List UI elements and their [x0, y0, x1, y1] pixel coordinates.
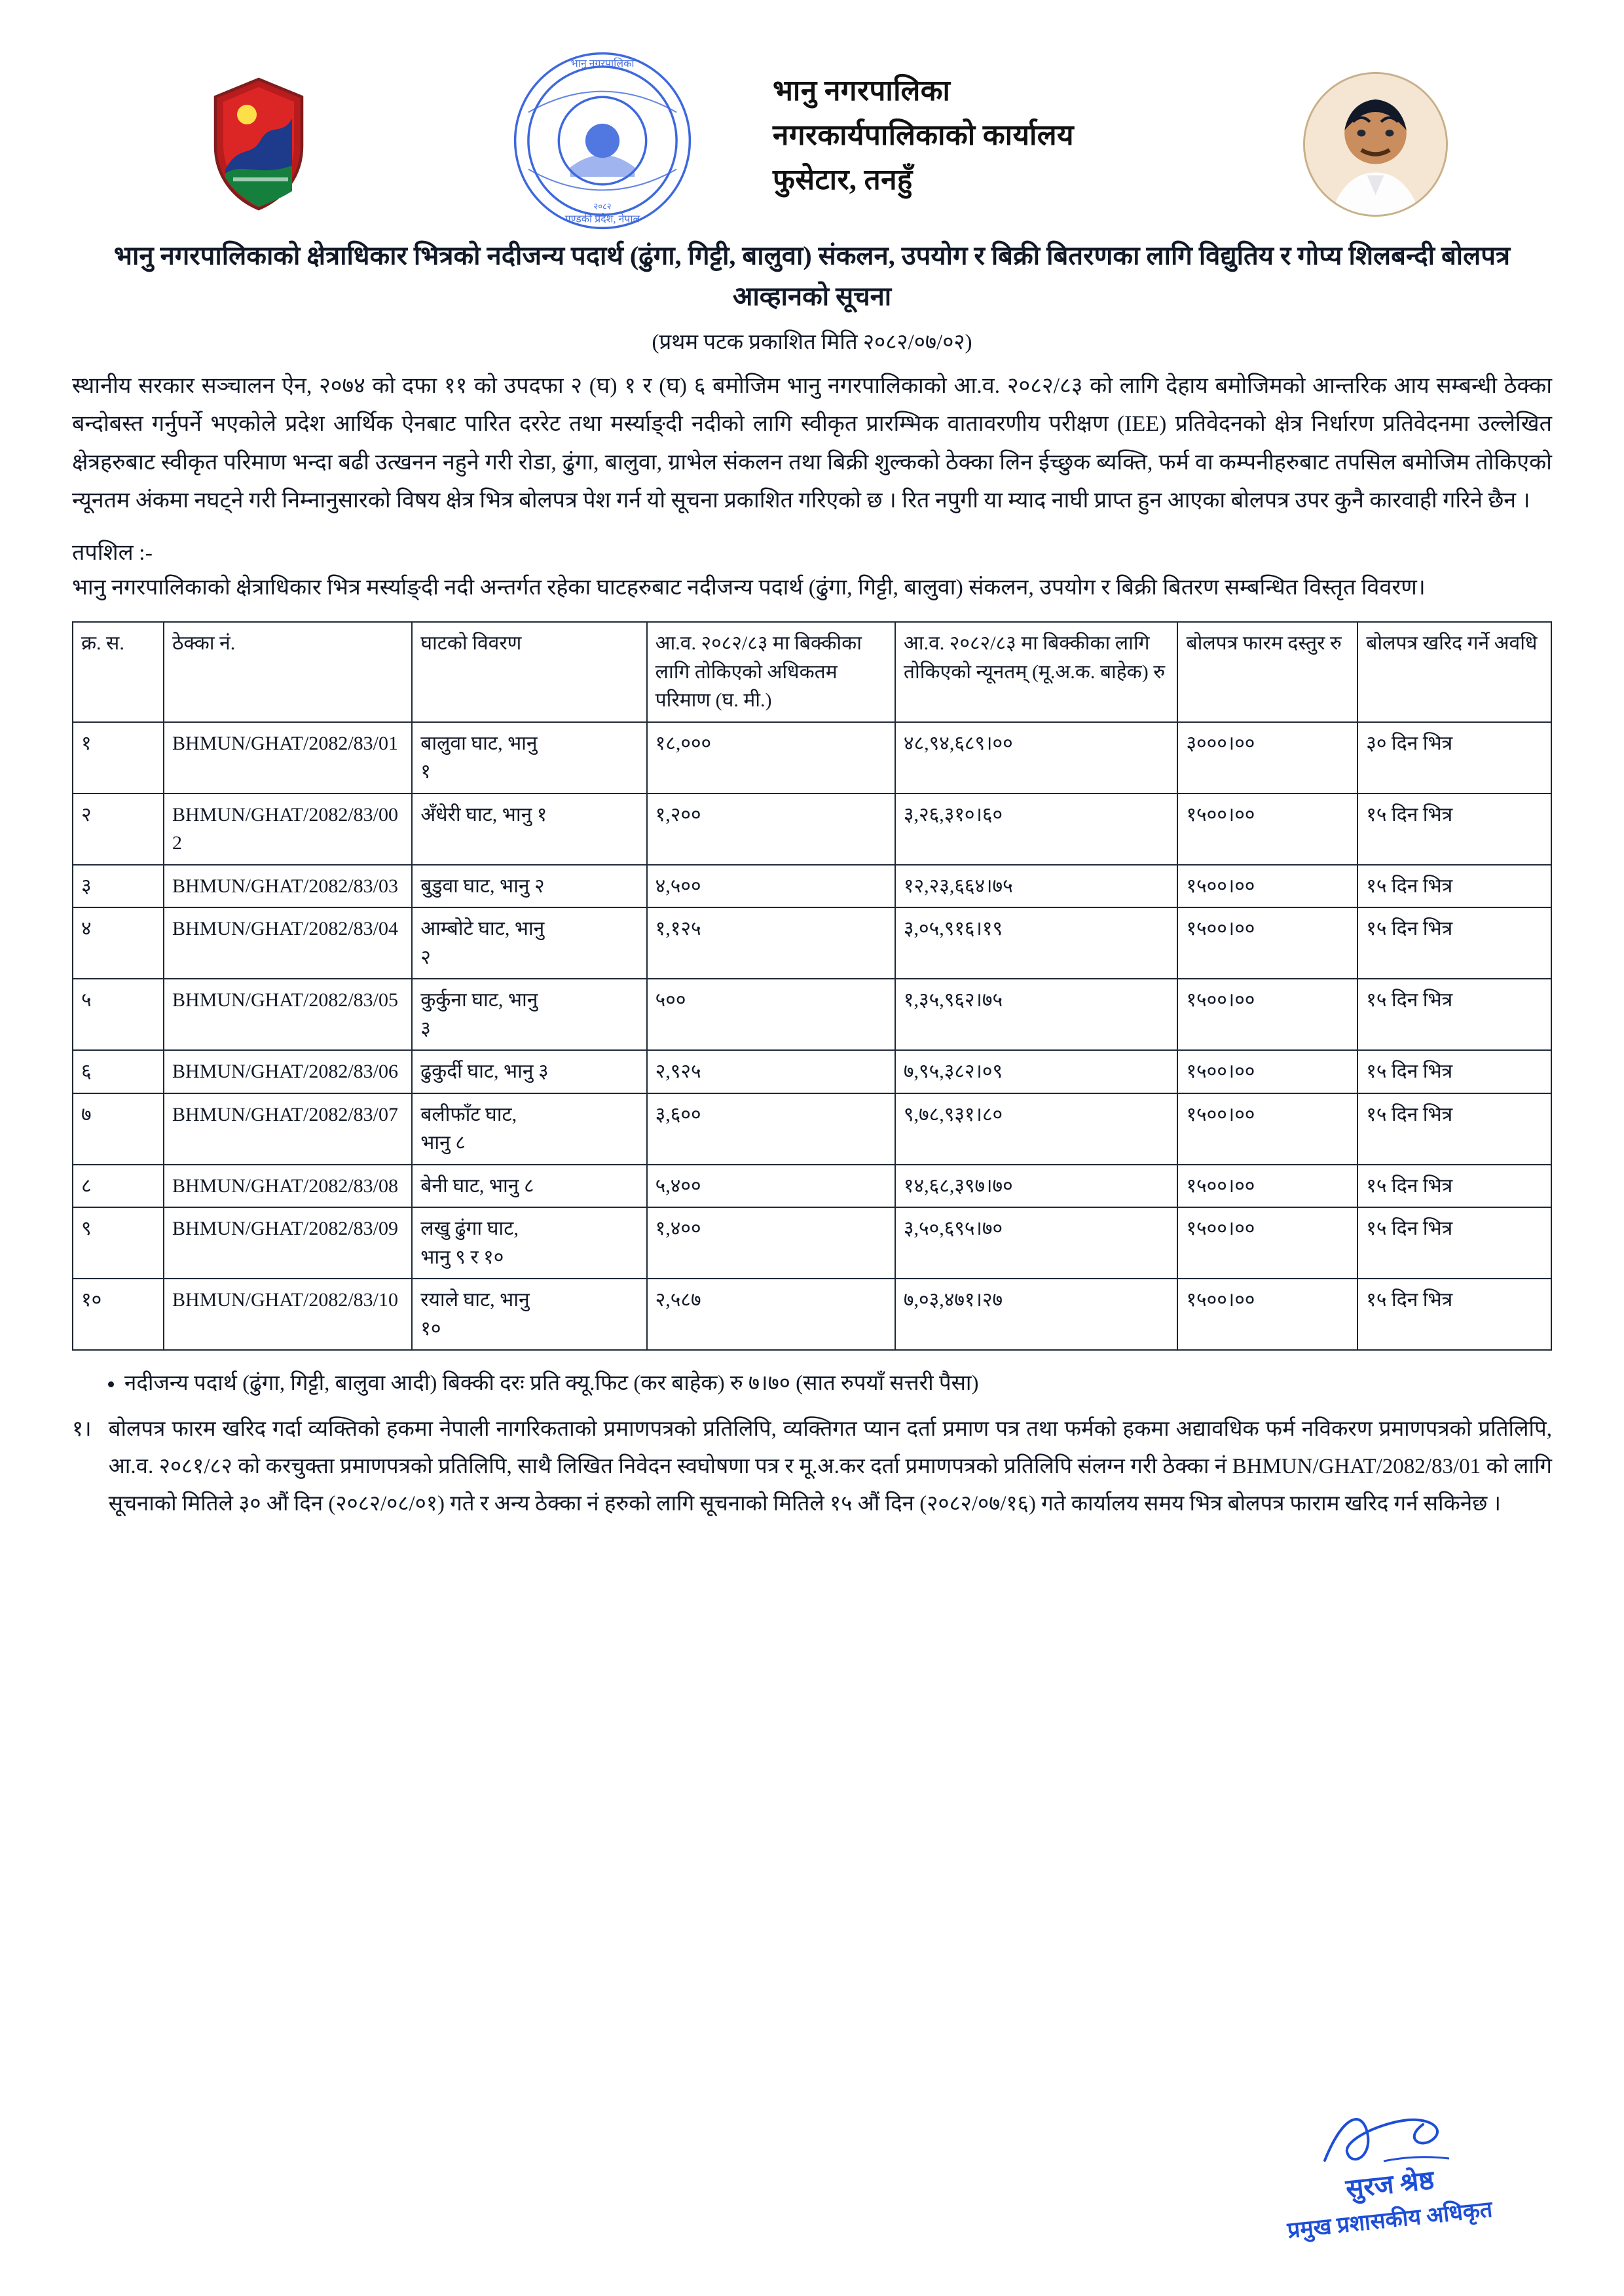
cell-period: ३० दिन भित्र: [1357, 722, 1551, 793]
cell-period: १५ दिन भित्र: [1357, 793, 1551, 865]
note-rate: • नदीजन्य पदार्थ (ढुंगा, गिट्टी, बालुवा आदी) बिक्की दरः प्रति क्यू.फिट (कर बाहेक) रु ७।७० (सात रुपयाँ सत्तरी पैसा): [124, 1365, 1552, 1402]
th-tender: ठेक्का नं.: [164, 622, 412, 722]
cell-amount: ३,०५,९१६।१९: [895, 907, 1178, 979]
office-line-2: नगरकार्यपालिकाको कार्यालय: [773, 119, 1074, 152]
cell-period: १५ दिन भित्र: [1357, 865, 1551, 908]
cell-amount: ४८,९४,६८९।००: [895, 722, 1178, 793]
cell-ghat: [412, 979, 646, 1050]
ghat-line-1: आम्बोटे घाट, भानु: [420, 918, 545, 940]
cell-quantity: ५,४००: [647, 1165, 895, 1208]
cell-quantity: १,१२५: [647, 907, 895, 979]
cell-tender: BHMUN/GHAT/2082/83/05: [164, 979, 412, 1050]
cell-fee: १५००।००: [1177, 979, 1357, 1050]
cell-quantity: ३,६००: [647, 1093, 895, 1165]
cell-fee: ३०००।००: [1177, 722, 1357, 793]
table-row: [73, 722, 1551, 793]
cell-ghat: [412, 1279, 646, 1350]
th-form-fee: बोलपत्र फारम दस्तुर रु: [1177, 622, 1357, 722]
page-title: भानु नगरपालिकाको क्षेत्राधिकार भित्रको नदीजन्य पदार्थ (ढुंगा, गिट्टी, बालुवा) संकलन, उपयोग र बिक्री बितरणका लागि विद्युतिय र गोप्य शिलबन्दी बोलपत्र आव्हानको सूचना: [113, 241, 1511, 311]
cell-tender: BHMUN/GHAT/2082/83/08: [164, 1165, 412, 1208]
th-ghat: घाटको विवरण: [412, 622, 646, 722]
th-amount: आ.व. २०८२/८३ मा बिक्कीका लागि तोकिएको न्यूनतम् (मू.अ.क. बाहेक) रु: [895, 622, 1178, 722]
cell-tender: BHMUN/GHAT/2082/83/06: [164, 1050, 412, 1093]
ghat-tender-table: [72, 621, 1552, 1351]
cell-quantity: २,९२५: [647, 1050, 895, 1093]
ghat-line-2: १: [420, 761, 431, 783]
cell-serial: ३: [73, 865, 164, 908]
cell-period: १५ दिन भित्र: [1357, 979, 1551, 1050]
ghat-line-1: ढुकुर्दी घाट, भानु ३: [420, 1061, 549, 1083]
signatory-post: प्रमुख प्रशासकीय अधिकृत: [1286, 2197, 1494, 2244]
ghat-line-2: २: [420, 946, 431, 968]
table-row: [73, 907, 1551, 979]
cell-period: १५ दिन भित्र: [1357, 1279, 1551, 1350]
ghat-line-1: रयाले घाट, भानु: [420, 1289, 530, 1311]
table-row: [73, 1165, 1551, 1208]
cell-amount: १,३५,९६२।७५: [895, 979, 1178, 1050]
cell-ghat: [412, 793, 646, 865]
cell-period: १५ दिन भित्र: [1357, 1165, 1551, 1208]
cell-ghat: [412, 722, 646, 793]
table-row: [73, 979, 1551, 1050]
publication-date: (प्रथम पटक प्रकाशित मिति २०८२/०७/०२): [652, 331, 972, 354]
cell-ghat: [412, 907, 646, 979]
table-body: [73, 722, 1551, 1351]
table-row: [73, 1279, 1551, 1350]
svg-text:गण्डकी प्रदेश, नेपाल: गण्डकी प्रदेश, नेपाल: [564, 213, 640, 225]
cell-tender: BHMUN/GHAT/2082/83/03: [164, 865, 412, 908]
cell-fee: १५००।००: [1177, 793, 1357, 865]
cell-ghat: [412, 1207, 646, 1279]
office-line-3: फुसेटार, तनहुँ: [773, 164, 913, 196]
cell-fee: १५००।००: [1177, 1050, 1357, 1093]
table-row: [73, 793, 1551, 865]
cell-ghat: [412, 865, 646, 908]
table-row: [73, 865, 1551, 908]
cell-period: १५ दिन भित्र: [1357, 1050, 1551, 1093]
ghat-line-2: भानु ८: [420, 1132, 466, 1154]
cell-serial: ६: [73, 1050, 164, 1093]
cell-fee: १५००।००: [1177, 1207, 1357, 1279]
office-line-1: भानु नगरपालिका: [773, 75, 951, 107]
table-row: [73, 1050, 1551, 1093]
cell-serial: १: [73, 722, 164, 793]
th-period: बोलपत्र खरिद गर्ने अवधि: [1357, 622, 1551, 722]
cell-tender: BHMUN/GHAT/2082/83/002: [164, 793, 412, 865]
intro-paragraph: स्थानीय सरकार सञ्चालन ऐन, २०७४ को दफा ११ को उपदफा २ (घ) १ र (घ) ६ बमोजिम भानु नगरपालिकाको आ.व. २०८२/८३ को लागि देहाय बमोजिमको आन्तरिक आय सम्बन्धी ठेक्का बन्दोबस्त गर्नुपर्ने भएकोले प्रदेश आर्थिक ऐनबाट पारित दररेट तथा मर्स्याङ्दी नदीको लागि स्वीकृत प्रारम्भिक वातावरणीय परीक्षण (IEE) प्रतिवेदनको क्षेत्र निर्धारण प्रतिवेदनमा उल्लेखित क्षेत्रहरुबाट स्वीकृत परिमाण भन्दा बढी उत्खनन नहुने गरी रोडा, ढुंगा, बालुवा, ग्राभेल संकलन तथा बिक्री शुल्कको ठेक्का लिन ईच्छुक ब्यक्ति, फर्म वा कम्पनीहरुबाट तपसिल बमोजिम तोकिएको न्यूनतम अंकमा नघट्ने गरी निम्नानुसारको विषय क्षेत्र भित्र बोलपत्र पेश गर्न यो सूचना प्रकाशित गरिएको छ । रित नपुगी या म्याद नाघी प्राप्त हुन आएका बोलपत्र उपर कुनै कारवाही गरिने छैन ।: [72, 374, 1552, 513]
cell-quantity: १८,०००: [647, 722, 895, 793]
th-quantity: आ.व. २०८२/८३ मा बिक्कीका लागि तोकिएको अधिकतम परिमाण (घ. मी.): [647, 622, 895, 722]
cell-ghat: [412, 1093, 646, 1165]
ghat-line-1: बुडुवा घाट, भानु २: [420, 875, 545, 897]
cell-serial: ७: [73, 1093, 164, 1165]
cell-period: १५ दिन भित्र: [1357, 907, 1551, 979]
cell-quantity: १,२००: [647, 793, 895, 865]
cell-fee: १५००।००: [1177, 1093, 1357, 1165]
cell-amount: १२,२३,६६४।७५: [895, 865, 1178, 908]
cell-quantity: ४,५००: [647, 865, 895, 908]
cell-fee: १५००।००: [1177, 1165, 1357, 1208]
table-row: [73, 1207, 1551, 1279]
ghat-line-2: १०: [420, 1317, 441, 1339]
signatory-name: सुरज श्रेष्ठ: [1344, 2165, 1436, 2204]
note-number: १।: [72, 1417, 92, 1442]
note-text: बोलपत्र फारम खरिद गर्दा व्यक्तिको हकमा नेपाली नागरिकताको प्रमाणपत्रको प्रतिलिपि, व्यक्तिगत प्यान दर्ता प्रमाण पत्र तथा फर्मको हकमा अद्यावधिक फर्म नविकरण प्रमाणपत्रको प्रतिलिपि, आ.व. २०८१/८२ को करचुक्ता प्रमाणपत्रको प्रतिलिपि, साथै लिखित निवेदन स्वघोषणा पत्र र मू.अ.कर दर्ता प्रमाणपत्रको प्रतिलिपि संलग्न गरी ठेक्का नं BHMUN/GHAT/2082/83/01 को लागि सूचनाको मितिले ३० औं दिन (२०८२/०८/०१) गते र अन्य ठेक्का नं हरुको लागि सूचनाको मितिले १५ औं दिन (२०८२/०७/१६) गते कार्यालय समय भित्र बोलपत्र फाराम खरिद गर्न सकिनेछ ।: [108, 1417, 1552, 1516]
cell-serial: ८: [73, 1165, 164, 1208]
cell-amount: ३,५०,६९५।७०: [895, 1207, 1178, 1279]
notes-bullet-list: [72, 1365, 1552, 1402]
table-row: [73, 1093, 1551, 1165]
cell-serial: ४: [73, 907, 164, 979]
detail-paragraph: भानु नगरपालिकाको क्षेत्राधिकार भित्र मर्स्याङ्दी नदी अन्तर्गत रहेका घाटहरुबाट नदीजन्य पदार्थ (ढुंगा, गिट्टी, बालुवा) संकलन, उपयोग र बिक्री बितरण सम्बन्धित विस्तृत विवरण।: [72, 575, 1426, 600]
ghat-line-2: ३: [420, 1017, 431, 1040]
cell-ghat: [412, 1050, 646, 1093]
ghat-line-2: भानु ९ र १०: [420, 1246, 504, 1268]
th-serial: क्र. स.: [73, 622, 164, 722]
svg-text:भानु नगरपालिका: भानु नगरपालिका: [570, 58, 635, 69]
cell-tender: BHMUN/GHAT/2082/83/04: [164, 907, 412, 979]
cell-quantity: १,४००: [647, 1207, 895, 1279]
ghat-line-1: बलीफाँट घाट,: [420, 1103, 517, 1125]
cell-fee: १५००।००: [1177, 865, 1357, 908]
cell-tender: BHMUN/GHAT/2082/83/01: [164, 722, 412, 793]
cell-period: १५ दिन भित्र: [1357, 1207, 1551, 1279]
document-header: [72, 39, 1552, 242]
cell-quantity: २,५८७: [647, 1279, 895, 1350]
bhanubhakta-portrait: [1303, 72, 1448, 217]
cell-tender: BHMUN/GHAT/2082/83/07: [164, 1093, 412, 1165]
cell-period: १५ दिन भित्र: [1357, 1093, 1551, 1165]
signature-block: [1286, 2098, 1494, 2244]
ghat-line-1: बेनी घाट, भानु ८: [420, 1175, 534, 1197]
tapsil-label: तपशिल :-: [72, 540, 153, 565]
office-name-block: [773, 69, 1074, 203]
cell-amount: ९,७८,९३१।८०: [895, 1093, 1178, 1165]
cell-ghat: [412, 1165, 646, 1208]
numbered-note-1: [72, 1411, 1552, 1522]
ghat-line-1: लखु ढुंगा घाट,: [420, 1218, 519, 1240]
cell-serial: ९: [73, 1207, 164, 1279]
cell-amount: ७,९५,३८२।०९: [895, 1050, 1178, 1093]
cell-serial: ५: [73, 979, 164, 1050]
table-header-row: [73, 622, 1551, 722]
svg-text:२०८२: २०८२: [593, 201, 612, 211]
cell-amount: ३,२६,३१०।६०: [895, 793, 1178, 865]
ghat-line-1: कुर्कुना घाट, भानु: [420, 989, 538, 1011]
ghat-line-1: बालुवा घाट, भानु: [420, 732, 538, 754]
nepal-emblem-icon: [196, 75, 321, 213]
ghat-line-1: अँधेरी घाट, भानु १: [420, 803, 547, 826]
cell-quantity: ५००: [647, 979, 895, 1050]
office-round-stamp: [504, 46, 701, 236]
cell-fee: १५००।००: [1177, 1279, 1357, 1350]
cell-fee: १५००।००: [1177, 907, 1357, 979]
cell-tender: BHMUN/GHAT/2082/83/10: [164, 1279, 412, 1350]
cell-amount: ७,०३,४७१।२७: [895, 1279, 1178, 1350]
cell-tender: BHMUN/GHAT/2082/83/09: [164, 1207, 412, 1279]
cell-serial: २: [73, 793, 164, 865]
cell-amount: १४,६८,३९७।७०: [895, 1165, 1178, 1208]
cell-serial: १०: [73, 1279, 164, 1350]
